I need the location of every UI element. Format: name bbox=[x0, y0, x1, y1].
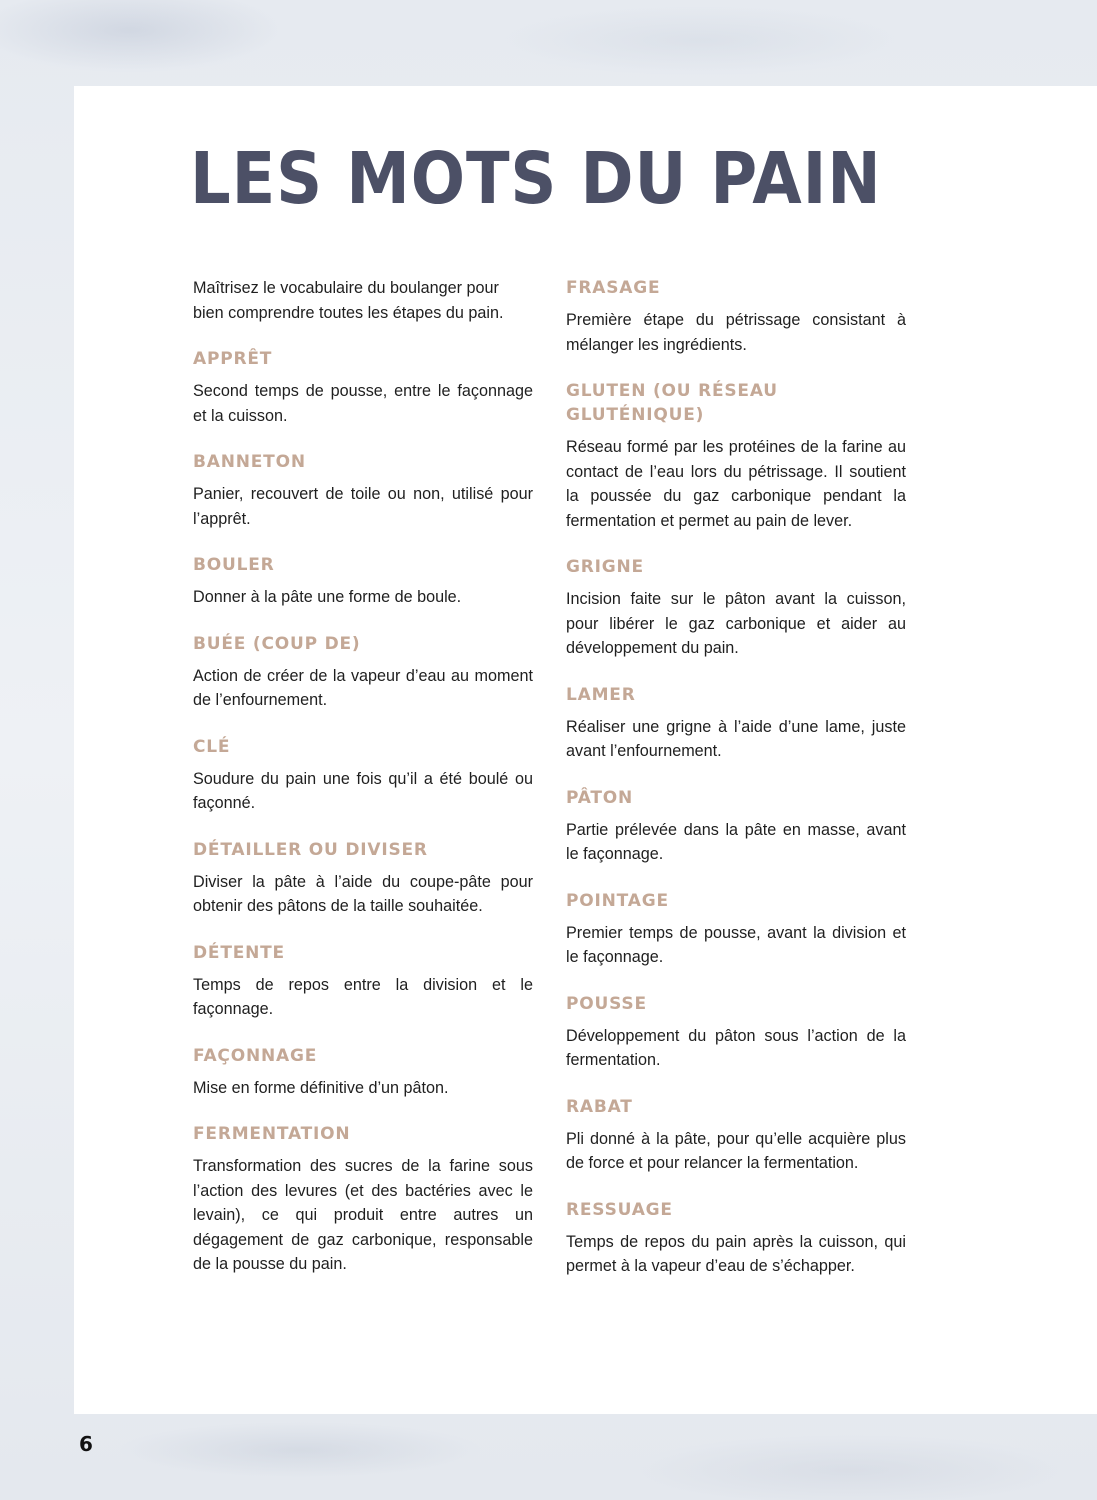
glossary-term: CLÉ bbox=[193, 736, 231, 757]
glossary-column-right bbox=[566, 276, 906, 1301]
glossary-term: BANNETON bbox=[193, 452, 306, 472]
glossary-term: DÉTAILLER OU DIVISER bbox=[193, 839, 428, 860]
glossary-definition: Transformation des sucres de la farine sous l’action des levures (et des bactéries avec le levain), ce qui produit entre autres un dégagement de gaz carbonique, responsable de la pousse du pain. bbox=[193, 1157, 533, 1273]
glossary-definition: Pli donné à la pâte, pour qu’elle acquière plus de force et pour relancer la fermentation. bbox=[566, 1129, 906, 1172]
glossary-entry bbox=[566, 379, 906, 533]
glossary-entry bbox=[566, 786, 906, 867]
glossary-entry bbox=[193, 553, 533, 610]
glossary-entry bbox=[193, 838, 533, 919]
glossary-term: APPRÊT bbox=[193, 349, 273, 369]
glossary-entry bbox=[193, 1122, 533, 1277]
glossary-definition: Premier temps de pousse, avant la division et le façonnage. bbox=[566, 923, 906, 966]
glossary-definition: Développement du pâton sous l’action de la fermentation. bbox=[566, 1026, 906, 1069]
glossary-entry bbox=[193, 941, 533, 1022]
glossary-definition: Soudure du pain une fois qu’il a été boulé ou façonné. bbox=[193, 769, 533, 812]
glossary-term: RABAT bbox=[566, 1096, 633, 1117]
glossary-definition: Donner à la pâte une forme de boule. bbox=[193, 588, 462, 606]
glossary-definition: Panier, recouvert de toile ou non, utilisé pour l’apprêt. bbox=[193, 485, 533, 528]
glossary-term: FAÇONNAGE bbox=[193, 1045, 318, 1066]
glossary-entry bbox=[566, 889, 906, 970]
glossary-definition: Partie prélevée dans la pâte en masse, avant le façonnage. bbox=[566, 820, 906, 863]
glossary-definition: Temps de repos du pain après la cuisson, qui permet à la vapeur d’eau de s’échapper. bbox=[566, 1232, 906, 1275]
glossary-definition: Première étape du pétrissage consistant à mélanger les ingrédients. bbox=[566, 311, 906, 354]
glossary-entry bbox=[193, 450, 533, 531]
glossary-entry bbox=[193, 735, 533, 816]
glossary-definition: Réseau formé par les protéines de la farine au contact de l’eau lors du pétrissage. Il soutient la poussée du gaz carbonique pendant la fermentation et permet au pain de lever. bbox=[566, 438, 906, 530]
glossary-entry bbox=[566, 992, 906, 1073]
glossary-definition: Réaliser une grigne à l’aide d’une lame, juste avant l’enfournement. bbox=[566, 717, 906, 760]
glossary-term: POINTAGE bbox=[566, 890, 669, 911]
glossary-entry bbox=[566, 276, 906, 357]
glossary-definition: Action de créer de la vapeur d’eau au moment de l’enfournement. bbox=[193, 666, 533, 709]
glossary-term: BUÉE (COUP DE) bbox=[193, 633, 361, 654]
glossary-entry bbox=[566, 555, 906, 661]
glossary-entry bbox=[566, 1198, 906, 1279]
glossary-entry bbox=[193, 347, 533, 428]
glossary-term: LAMER bbox=[566, 684, 636, 705]
glossary-term: GLUTEN (OU RÉSEAU GLUTÉNIQUE) bbox=[566, 381, 778, 425]
glossary-term: RESSUAGE bbox=[566, 1199, 673, 1220]
glossary-term: FRASAGE bbox=[566, 278, 661, 298]
glossary-term: FERMENTATION bbox=[193, 1124, 351, 1144]
glossary-list-left bbox=[193, 347, 533, 1277]
glossary-definition: Diviser la pâte à l’aide du coupe-pâte pour obtenir des pâtons de la taille souhaitée. bbox=[193, 872, 533, 915]
glossary-entry bbox=[193, 632, 533, 713]
glossary-entry bbox=[193, 1044, 533, 1101]
glossary-entry bbox=[566, 683, 906, 764]
glossary-term: BOULER bbox=[193, 555, 275, 575]
glossary-entry bbox=[566, 1095, 906, 1176]
glossary-term: PÂTON bbox=[566, 787, 634, 808]
glossary-definition: Incision faite sur le pâton avant la cuisson, pour libérer le gaz carbonique et aider au développement du pain. bbox=[566, 590, 906, 657]
glossary-column-left bbox=[193, 276, 533, 1299]
glossary-definition: Mise en forme définitive d’un pâton. bbox=[193, 1078, 449, 1097]
page-title: LES MOTS DU PAIN bbox=[190, 137, 882, 220]
glossary-list-right bbox=[566, 276, 906, 1279]
page-number: 6 bbox=[79, 1432, 93, 1456]
glossary-term: DÉTENTE bbox=[193, 942, 285, 963]
glossary-definition: Second temps de pousse, entre le façonnage et la cuisson. bbox=[193, 382, 533, 425]
glossary-term: GRIGNE bbox=[566, 557, 644, 577]
glossary-definition: Temps de repos entre la division et le façonnage. bbox=[193, 975, 533, 1018]
glossary-term: POUSSE bbox=[566, 993, 647, 1014]
intro-text: Maîtrisez le vocabulaire du boulanger pour bien comprendre toutes les étapes du pain. bbox=[193, 279, 504, 322]
